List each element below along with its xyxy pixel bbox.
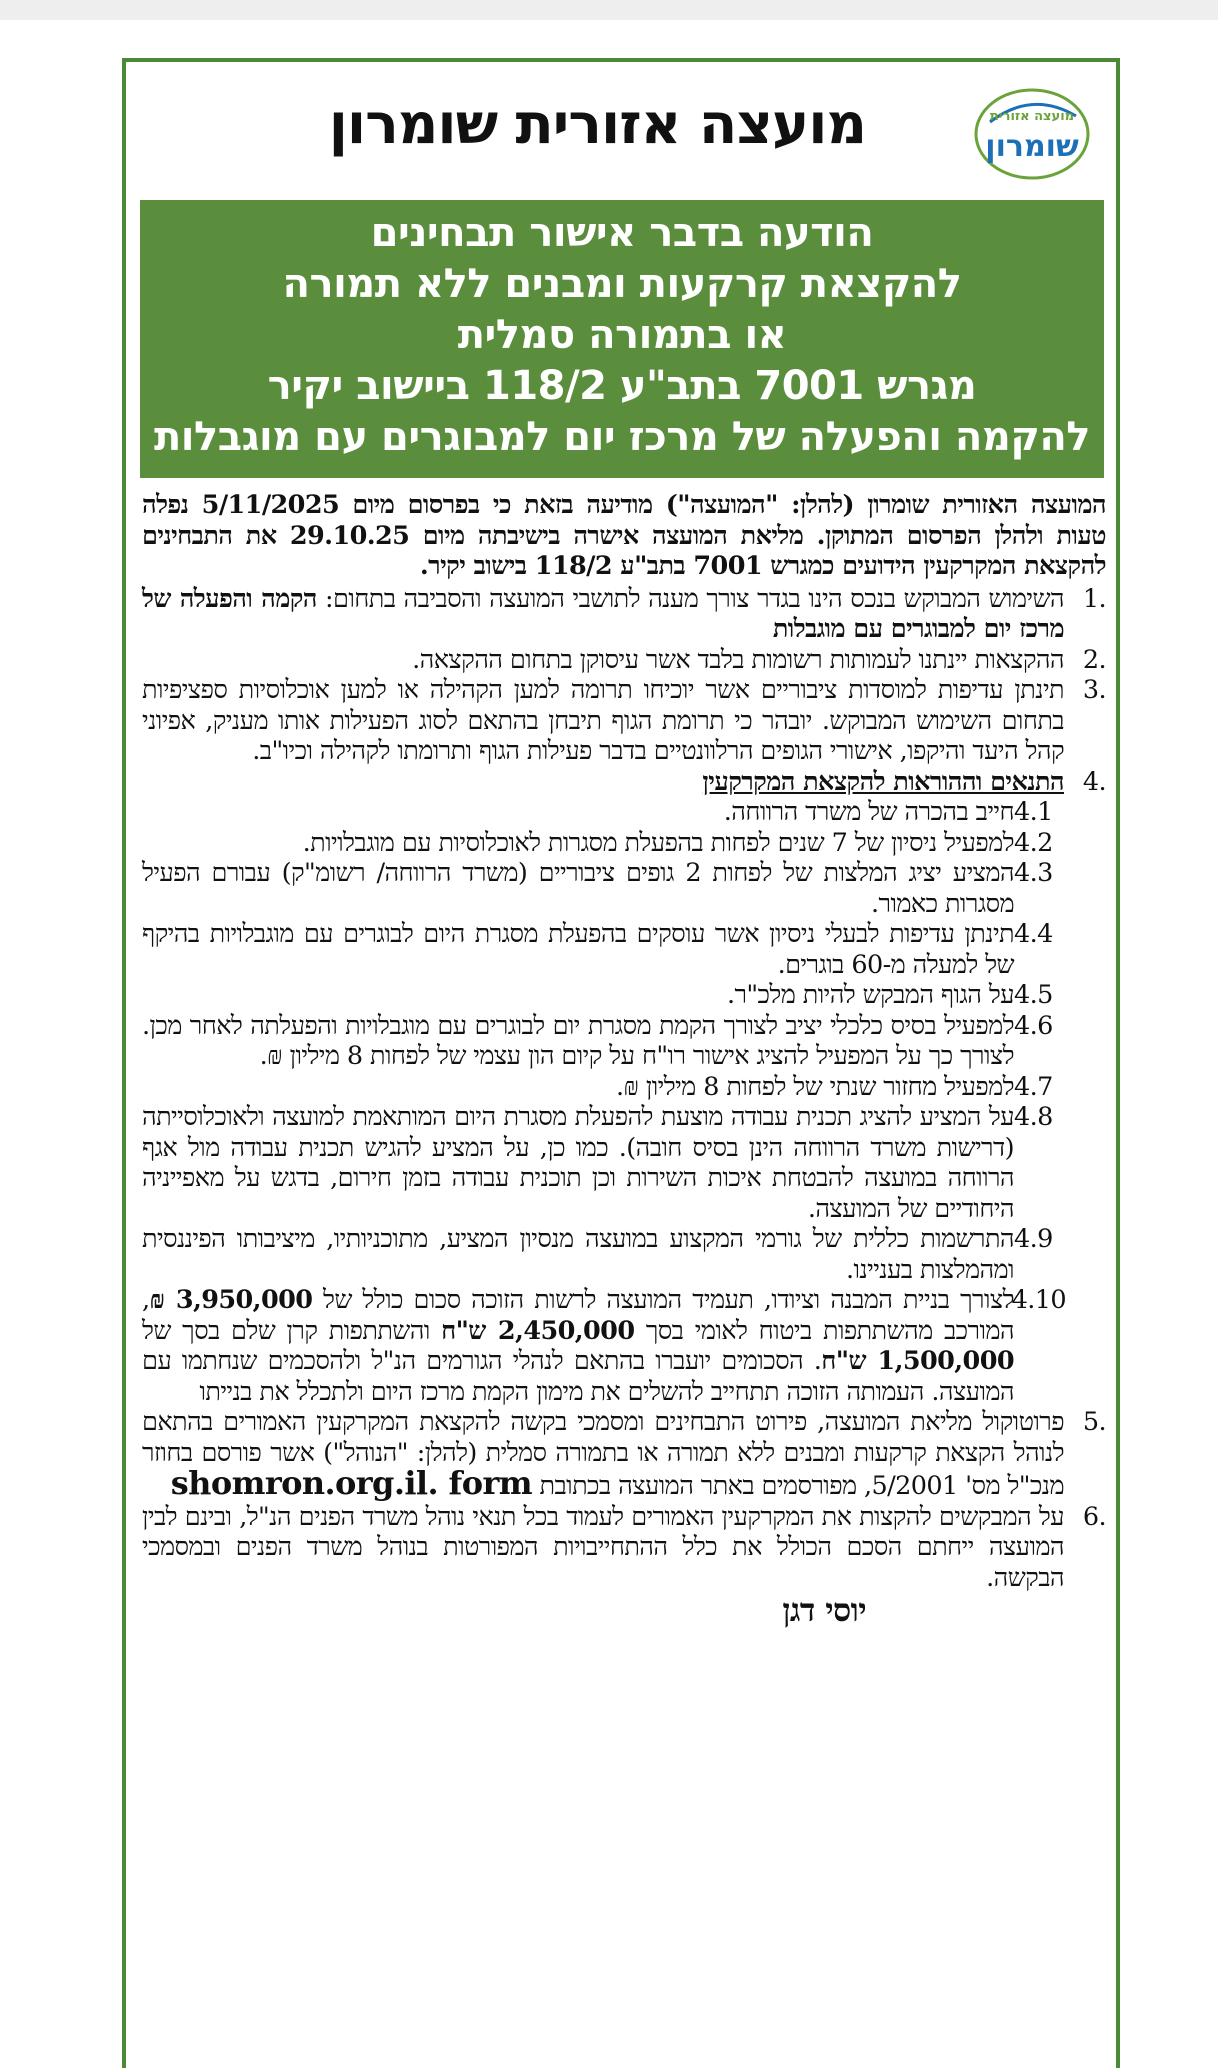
sub-item-text: והשתתפות קרן שלם בסך של	[142, 1315, 442, 1346]
sub-item	[142, 1011, 1106, 1072]
item-number: .1	[1082, 583, 1106, 614]
item-number: .3	[1082, 675, 1106, 705]
banner-line: הודעה בדבר אישור תבחינים	[370, 210, 874, 256]
notice-banner	[140, 200, 1104, 478]
notice-frame	[122, 58, 1120, 2068]
item-bold-text: הקמה והפעלה של מרכז יום למבוגרים עם מוגבלות	[142, 583, 1064, 644]
item-number: .5	[1082, 1407, 1106, 1437]
item-text: ההקצאות יינתנו לעמותות רשומות בלבד אשר עיסוקן בתחום ההקצאה.	[412, 644, 1064, 675]
sub-item	[142, 1224, 1106, 1285]
list-item	[142, 675, 1106, 767]
list-item	[142, 767, 1106, 798]
list-item	[142, 1502, 1106, 1594]
sub-item-number: 4.5	[1014, 980, 1053, 1010]
banner-line: מגרש 7001 בתב"ע 118/2 ביישוב יקיר	[267, 363, 977, 409]
council-logo-icon	[972, 86, 1092, 180]
sub-item-text: . הסכומים יועברו בהתאם לנהלי הגורמים הנ"ל ולהסכמים שנחתמו עם המועצה. העמותה הזוכה תתחייב להשלים את מימון הקמת מרכז היום ולתכלל את בנייתו	[142, 1346, 1014, 1407]
signature: יוסי דגן	[782, 1591, 866, 1629]
amount-shalem-fund: 1,500,000 ש"ח	[821, 1346, 1014, 1376]
sub-item	[142, 858, 1106, 919]
sub-item-text: לצורך בניית המבנה וציודו, תעמיד המועצה לרשות הזוכה סכום כולל של	[312, 1285, 1014, 1315]
sub-item-text: המציע יציג המלצות של לפחות 2 גופים ציבוריים (משרד הרווחה/ רשומ"ק) עבורם הפעיל מסגרות כאמור.	[142, 858, 1014, 919]
sub-item-text: , המורכב מהשתתפות ביטוח לאומי בסך	[142, 1285, 1014, 1346]
amount-national-insurance: 2,450,000 ש"ח	[441, 1315, 635, 1346]
sub-item-number: 4.6	[1014, 1010, 1053, 1041]
item-text: תינתן עדיפות למוסדות ציבוריים אשר יוכיחו תרומה למען הקהילה או למען אוכלוסיות ספציפיות בתחום השימוש המבוקש. יובהר כי תרומת הגוף תיבחן בהתאם לסוג הפעילות אותו מעניק, אפיוני קהל היעד והיקפו, אישורי הגופים הרלוונטיים בדבר פעילות הגוף ותרומתו לקהילה וכיו"ב.	[142, 675, 1064, 766]
top-bar	[0, 0, 1218, 20]
sub-item	[142, 828, 1106, 859]
banner-line: להקצאת קרקעות ומבנים ללא תמורה	[282, 261, 962, 307]
section-heading: התנאים וההוראות להקצאת המקרקעין	[702, 766, 1064, 797]
item-number: .2	[1082, 644, 1106, 675]
sub-item-text: התרשמות כללית של גורמי המקצוע במועצה מנסיון המציע, מתוכניותיו, מיציבותו הפיננסית ומהמלצות בעניינו.	[142, 1224, 1014, 1285]
sub-item-text: חייב בהכרה של משרד הרווחה.	[723, 797, 1014, 827]
sub-item-text: תינתן עדיפות לבעלי ניסיון אשר עוסקים בהפעלת מסגרת היום לבוגרים עם מוגבלויות בהיקף של למעלה מ-60 בוגרים.	[142, 919, 1014, 980]
sub-item-number: 4.9	[1014, 1224, 1053, 1254]
sub-item-number: 4.1	[1014, 797, 1053, 827]
item-number: .6	[1082, 1501, 1106, 1532]
sub-item-text: למפעיל בסיס כלכלי יציב לצורך הקמת מסגרת יום לבוגרים עם מוגבלויות והפעלתה לאחר מכן. לצורך כך על המפעיל להציג אישור רו"ח על קיום הון עצמי של לפחות 8 מיליון ₪.	[142, 1010, 1014, 1071]
sub-item-number: 4.3	[1014, 858, 1053, 888]
notice-body	[142, 490, 1106, 1629]
banner-line: או בתמורה סמלית	[457, 312, 787, 358]
sub-item	[142, 797, 1106, 828]
list-item	[142, 584, 1106, 645]
sub-item-text: על המציע להציג תכנית עבודה מוצעת להפעלת מסגרת היום המותאמת למועצה ולאוכלוסייתה (דרישות משרד הרווחה הינן בסיס חובה). כמו כן, על המציע להגיש תכנית עבודה מול אגף הרווחה במועצה להבטחת איכות השירות וכן תוכנית עבודה בזמן חירום, בדגש על מאפייניה היחודיים של המועצה.	[142, 1102, 1014, 1224]
sub-item-text: על הגוף המבקש להיות מלכ"ר.	[726, 980, 1014, 1010]
sub-item	[142, 919, 1106, 980]
notice-header	[126, 62, 1116, 192]
svg-text:שומרון: שומרון	[985, 129, 1079, 164]
list-item	[142, 645, 1106, 676]
sub-item-text: למפעיל ניסיון של 7 שנים לפחות בהפעלת מסגרות לאוכלוסיות עם מוגבלויות.	[302, 827, 1014, 858]
sub-item-number: 4.10	[1011, 1285, 1066, 1315]
svg-text:מועצה אזורית: מועצה אזורית	[989, 109, 1075, 124]
website-link[interactable]: shomron.org.il. form	[170, 1464, 532, 1502]
sub-item	[142, 980, 1106, 1011]
sub-item-number: 4.4	[1014, 919, 1053, 949]
amount-total: 3,950,000 ₪	[149, 1285, 313, 1315]
sub-item	[142, 1102, 1106, 1224]
sub-item-text: למפעיל מחזור שנתי של לפחות 8 מיליון ₪.	[615, 1071, 1014, 1102]
intro-paragraph: המועצה האזורית שומרון (להלן: "המועצה") מודיעה בזאת כי בפרסום מיום 5/11/2025 נפלה טעות ולהלן הפרסום המתוקן. מליאת המועצה אישרה בישיבתה מיום 29.10.25 את התבחינים להקצאת המקרקעין הידועים כמגרש 7001 בתב"ע 118/2 בישוב יקיר.	[142, 490, 1106, 581]
council-name: מועצה אזורית שומרון	[328, 92, 866, 157]
item-text: על המבקשים להקצות את המקרקעין האמורים לעמוד בכל תנאי נוהל משרד הפנים הנ"ל, ובינם לבין המועצה ייחתם הסכם הכולל את כלל ההתחייבויות המפורטות בנוהל משרד הפנים ובמסמכי הבקשה.	[142, 1501, 1064, 1593]
banner-line: להקמה והפעלה של מרכז יום למבוגרים עם מוגבלות	[153, 414, 1090, 460]
sub-item	[142, 1072, 1106, 1103]
sub-item-number: 4.8	[1014, 1102, 1053, 1132]
sub-item-number: 4.7	[1014, 1071, 1053, 1102]
item-number: .4	[1082, 766, 1106, 797]
item-text: פרוטוקול מליאת המועצה, פירוט התבחינים ומסמכי בקשה להקצאת המקרקעין האמורים בהתאם לנוהל הקצאת קרקעות ומבנים ללא תמורה או בתמורה סמלית (להלן: "הנוהל") אשר פורסם בחוזר מנכ"ל מס' 5/2001, מפורסמים באתר המועצה בכתובת	[142, 1407, 1064, 1501]
item-text: השימוש המבוקש בנכס הינו בגדר צורך מענה לתושבי המועצה והסביבה בתחום:	[316, 583, 1064, 614]
sub-item	[142, 1285, 1106, 1407]
sub-item-number: 4.2	[1014, 827, 1053, 858]
list-item	[142, 1407, 1106, 1502]
